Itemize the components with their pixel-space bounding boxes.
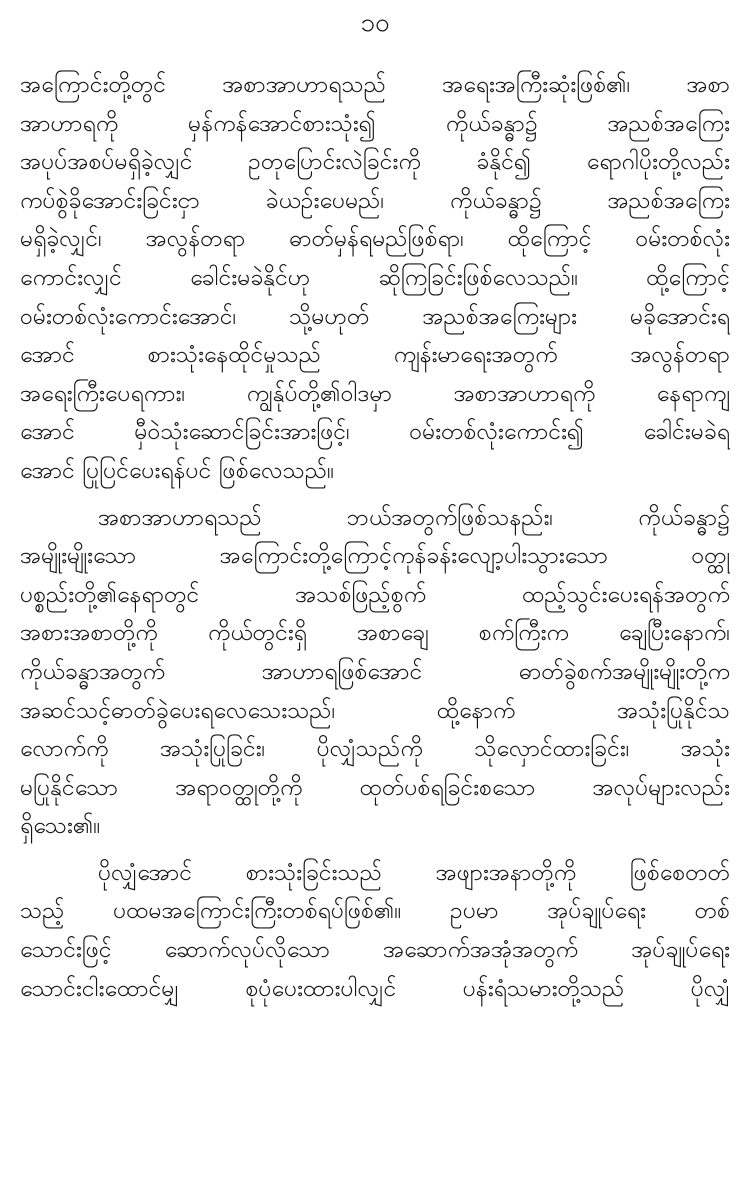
text-line: မပြုနိုင်သော အရာဝတ္ထုတို့ကို ထုတ်ပစ်ရခြင်းစသော အလုပ်များလည်း <box>20 774 730 801</box>
paragraph-1 <box>20 66 730 491</box>
text-line: ပစ္စည်းတို့၏နေရာတွင် အသစ်ဖြည့်စွက် ထည့်သွင်းပေးရန်အတွက် <box>20 581 730 608</box>
text-line: အောင် ပြုပြင်ပေးရန်ပင် ဖြစ်လေသည်။ <box>20 457 335 484</box>
text-line: ပိုလျှံအောင် စားသုံးခြင်းသည် အဖျားအနာတို့ကို ဖြစ်စေတတ် <box>98 859 730 886</box>
text-line: အာဟာရကို မှန်ကန်အောင်စားသုံး၍ ကိုယ်ခန္ဓာ၌ အညစ်အကြေး <box>20 110 730 137</box>
text-line: အရေးကြီးပေရကား၊ ကျွန်ုပ်တို့၏ဝါဒမှာ အစာအာဟာရကို နေရာကျ <box>20 380 730 407</box>
text-line: အဆင်သင့်ဓာတ်ခွဲပေးရလေသေးသည်၊ ထို့နောက် အသုံးပြုနိုင်သ <box>20 697 730 724</box>
page-number: ၁၀ <box>360 8 390 38</box>
text-line: ကပ်စွဲခိုအောင်းခြင်းငှာ ခဲယဉ်းပေမည်၊ ကိုယ်ခန္ဓာ၌ အညစ်အကြေး <box>20 187 730 214</box>
text-line: မရှိခဲ့လျှင်၊ အလွန်တရာ ဓာတ်မှန်ရမည်ဖြစ်ရာ၊ ထိုကြောင့် ဝမ်းတစ်လုံး <box>20 226 730 253</box>
text-line: သည့် ပထမအကြောင်းကြီးတစ်ရပ်ဖြစ်၏။ ဥပမာ အုပ်ချုပ်ရေး တစ် <box>20 898 730 925</box>
text-line: ကောင်းလျှင် ခေါင်းမခဲနိုင်ဟု ဆိုကြခြင်းဖြစ်လေသည်။ ထို့ကြောင့် <box>20 264 730 291</box>
text-line: လောက်ကို အသုံးပြုခြင်း၊ ပိုလျှံသည်ကို သိုလှောင်ထားခြင်း၊ အသုံး <box>20 736 730 763</box>
text-line: ဝမ်းတစ်လုံးကောင်းအောင်၊ သို့မဟုတ် အညစ်အကြေးများ မခိုအောင်းရ <box>20 303 730 330</box>
text-line: အစာအာဟာရသည် ဘယ်အတွက်ဖြစ်သနည်း၊ ကိုယ်ခန္ဓာ၌ <box>98 504 730 531</box>
text-line: အောင် စားသုံးနေထိုင်မှုသည် ကျန်းမာရေးအတွက် အလွန်တရာ <box>20 342 730 369</box>
text-line: ရှိသေး၏။ <box>20 813 101 840</box>
text-line: သောင်းငါးထောင်မျှ စုပုံပေးထားပါလျှင် ပန်းရံသမားတို့သည် ပိုလျှံ <box>20 975 730 1002</box>
text-line: အောင် မှီဝဲသုံးဆောင်ခြင်းအားဖြင့်၊ ဝမ်းတစ်လုံးကောင်း၍ ခေါင်းမခဲရ <box>20 419 730 446</box>
paragraph-3 <box>20 854 730 1008</box>
paragraph-2 <box>20 499 730 846</box>
text-line: ကိုယ်ခန္ဓာအတွက် အာဟာရဖြစ်အောင် ဓာတ်ခွဲစက်အမျိုးမျိုးတို့က <box>20 658 730 685</box>
text-body <box>20 66 730 1008</box>
text-line: အစားအစာတို့ကို ကိုယ်တွင်းရှိ အစာချေ စက်ကြီးက ချေပြီးနောက်၊ <box>20 620 730 647</box>
text-line: အကြောင်းတို့တွင် အစာအာဟာရသည် အရေးအကြီးဆုံးဖြစ်၏၊ အစာ <box>20 72 730 98</box>
text-line: အမျိုးမျိုးသော အကြောင်းတို့ကြောင့်ကုန်ခန်းလျော့ပါးသွားသော ဝတ္ထု <box>20 543 730 570</box>
text-line: အပုပ်အစပ်မရှိခဲ့လျှင် ဥတုပြောင်းလဲခြင်းကို ခံနိုင်၍ ရောဂါပိုးတို့လည်း <box>20 149 730 176</box>
text-line: သောင်းဖြင့် ဆောက်လုပ်လိုသော အဆောက်အအုံအတွက် အုပ်ချုပ်ရေး <box>20 937 730 964</box>
